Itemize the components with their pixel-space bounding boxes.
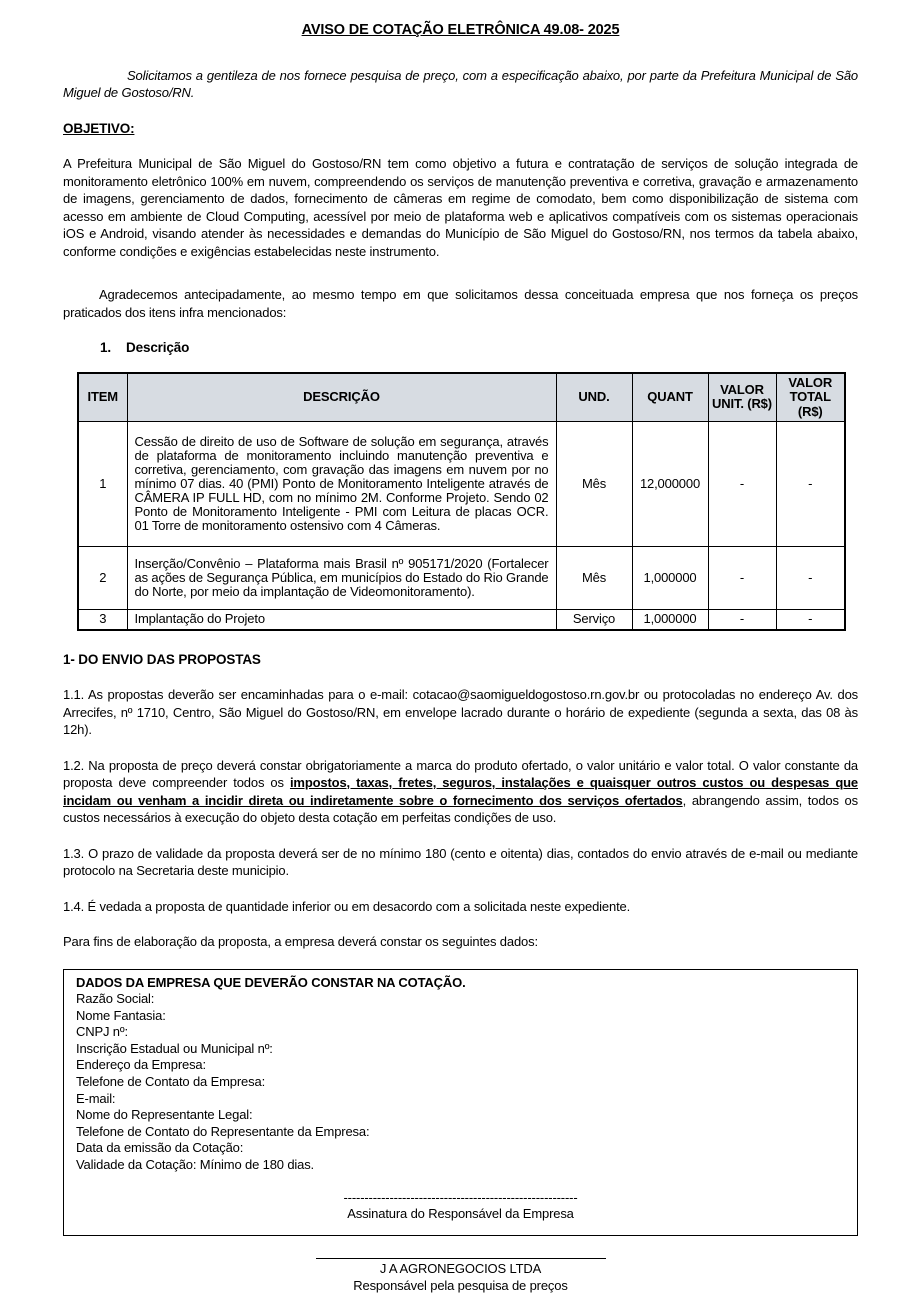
- valor-unit-cell: -: [708, 610, 776, 630]
- valor-total-cell: -: [776, 422, 845, 547]
- clause-1-2-emphasis: impostos, taxas, fretes, seguros, instalações e quaisquer outros custos ou despesas que incidam ou venham a incidir direta ou indiretamente sobre o fornecimento dos serviços ofertados: [63, 775, 858, 808]
- table-header-cell: UND.: [556, 373, 632, 422]
- document-title: AVISO DE COTAÇÃO ELETRÔNICA 49.08- 2025: [301, 22, 620, 38]
- field-endereco: Endereço da Empresa:: [76, 1057, 206, 1073]
- descricao-number: 1.: [100, 340, 111, 355]
- field-email: E-mail:: [76, 1090, 116, 1106]
- quotation-table: [77, 372, 846, 631]
- descricao-cell: Implantação do Projeto: [127, 610, 556, 630]
- signatory-company: J A AGRONEGOCIOS LTDA: [379, 1260, 542, 1276]
- valor-total-cell: -: [776, 610, 845, 630]
- field-data-emissao: Data da emissão da Cotação:: [76, 1140, 244, 1156]
- field-razao-social: Razão Social:: [76, 991, 155, 1007]
- table-row: [78, 422, 845, 547]
- descricao-cell: Inserção/Convênio – Plataforma mais Brasil nº 905171/2020 (Fortalecer as ações de Segurança Pública, em municípios do Estado do Rio Grande do Norte, por meio da implantação de Videomonitoramento).: [127, 547, 556, 610]
- item-cell: 2: [78, 547, 127, 610]
- field-telefone-representante: Telefone de Contato do Representante da Empresa:: [76, 1123, 370, 1139]
- field-cnpj: CNPJ nº:: [76, 1024, 128, 1040]
- clause-1-1: 1.1. As propostas deverão ser encaminhadas para o e-mail: cotacao@saomigueldogostoso.rn.gov.br ou protocoladas no endereço Av. dos Arrecifes, nº 1710, Centro, São Miguel do Gostoso/RN, em envelope lacrado durante o horário de expediente (segunda a sexta, das 08 às 12h).: [63, 687, 858, 737]
- clause-1-4: 1.4. É vedada a proposta de quantidade inferior ou em desacordo com a solicitada neste expediente.: [63, 898, 631, 914]
- table-header-row: [78, 373, 845, 422]
- field-representante: Nome do Representante Legal:: [76, 1107, 253, 1123]
- intro-paragraph: Solicitamos a gentileza de nos fornece pesquisa de preço, com a especificação abaixo, por parte da Prefeitura Municipal de São Miguel de Gostoso/RN.: [63, 67, 858, 100]
- table-row: [78, 547, 845, 610]
- quant-cell: 12,000000: [632, 422, 708, 547]
- objetivo-body: A Prefeitura Municipal de São Miguel do Gostoso/RN tem como objetivo a futura e contratação de serviços de solução integrada de monitoramento eletrônico 100% em nuvem, compreendendo os serviços de manutenção preventiva e corretiva, gravação e armazenamento de imagens, gerenciamento de dados, fornecimento de câmeras em regime de comodato, bem como disponibilização de sistema com acesso em ambiente de Cloud Computing, acessível por meio de plataforma web e aplicativos compatíveis com os sistemas operacionais iOS e Android, visando atender às necessidades e demandas do Município de São Miguel do Gostoso/RN, nos termos da tabela abaixo, conforme condições e exigências estabelecidas neste instrumento.: [63, 156, 858, 259]
- table-row: [78, 610, 845, 630]
- table-header-cell: ITEM: [78, 373, 127, 422]
- field-validade: Validade da Cotação: Mínimo de 180 dias.: [76, 1157, 315, 1173]
- quant-cell: 1,000000: [632, 610, 708, 630]
- signature-rule: [316, 1258, 606, 1259]
- table-header-cell: VALOR UNIT. (R$): [708, 373, 776, 422]
- company-data-box: [63, 969, 858, 1236]
- table-header-cell: QUANT: [632, 373, 708, 422]
- valor-unit-cell: -: [708, 422, 776, 547]
- descricao-list-heading: [100, 339, 858, 357]
- clause-1-3: 1.3. O prazo de validade da proposta deverá ser de no mínimo 180 (cento e oitenta) dias, contados do envio através de e-mail ou mediante protocolo na Secretaria deste municipio.: [63, 845, 858, 878]
- field-telefone-empresa: Telefone de Contato da Empresa:: [76, 1074, 266, 1090]
- signatory-role: Responsável pela pesquisa de preços: [353, 1278, 568, 1294]
- valor-total-cell: -: [776, 547, 845, 610]
- descricao-cell: Cessão de direito de uso de Software de solução em segurança, através de plataforma de monitoramento incluindo manutenção preventiva e corretiva, gerenciamento, com gravação das imagens em nuvem por no mínimo 07 dias. 40 (PMI) Ponto de Monitoramento Inteligente através de CÂMERA IP FULL HD, com no mínimo 2M. Conforme Projeto. Sendo 02 Ponto de Monitoramento Inteligente - PMI com Leitura de placas OCR. 01 Torre de monitoramento ostensivo com 4 Câmeras.: [127, 422, 556, 547]
- objetivo-heading: OBJETIVO:: [63, 120, 135, 136]
- descricao-label: Descrição: [126, 340, 190, 355]
- signature-dashed-line: --------------------------------------------------------: [343, 1189, 578, 1205]
- item-cell: 3: [78, 610, 127, 630]
- footer-signature-block: [63, 1258, 858, 1295]
- para-fins-paragraph: Para fins de elaboração da proposta, a empresa deverá constar os seguintes dados:: [63, 934, 538, 949]
- agradecimento-paragraph: Agradecemos antecipadamente, ao mesmo tempo em que solicitamos dessa conceituada empresa que nos forneça os preços praticados dos itens infra mencionados:: [63, 287, 858, 320]
- und-cell: Mês: [556, 422, 632, 547]
- envio-heading: 1- DO ENVIO DAS PROPOSTAS: [63, 651, 261, 667]
- clause-1-2: [63, 757, 858, 827]
- clause-1-2-suffix: , abrangendo assim, todos os custos necessários à execução do objeto desta cotação em perfeitas condições de uso.: [63, 792, 858, 825]
- item-cell: 1: [78, 422, 127, 547]
- field-nome-fantasia: Nome Fantasia:: [76, 1007, 166, 1023]
- field-inscricao: Inscrição Estadual ou Municipal nº:: [76, 1040, 273, 1056]
- clause-1-2-prefix: 1.2. Na proposta de preço deverá constar obrigatoriamente a marca do produto ofertado, o valor unitário e valor total. O valor constante da proposta deve compreender todos os: [63, 757, 858, 790]
- valor-unit-cell: -: [708, 547, 776, 610]
- quant-cell: 1,000000: [632, 547, 708, 610]
- und-cell: Mês: [556, 547, 632, 610]
- table-header-cell: VALOR TOTAL (R$): [776, 373, 845, 422]
- und-cell: Serviço: [556, 610, 632, 630]
- company-data-heading: DADOS DA EMPRESA QUE DEVERÃO CONSTAR NA COTAÇÃO.: [76, 974, 466, 990]
- table-header-cell: DESCRIÇÃO: [127, 373, 556, 422]
- signature-label: Assinatura do Responsável da Empresa: [347, 1206, 574, 1222]
